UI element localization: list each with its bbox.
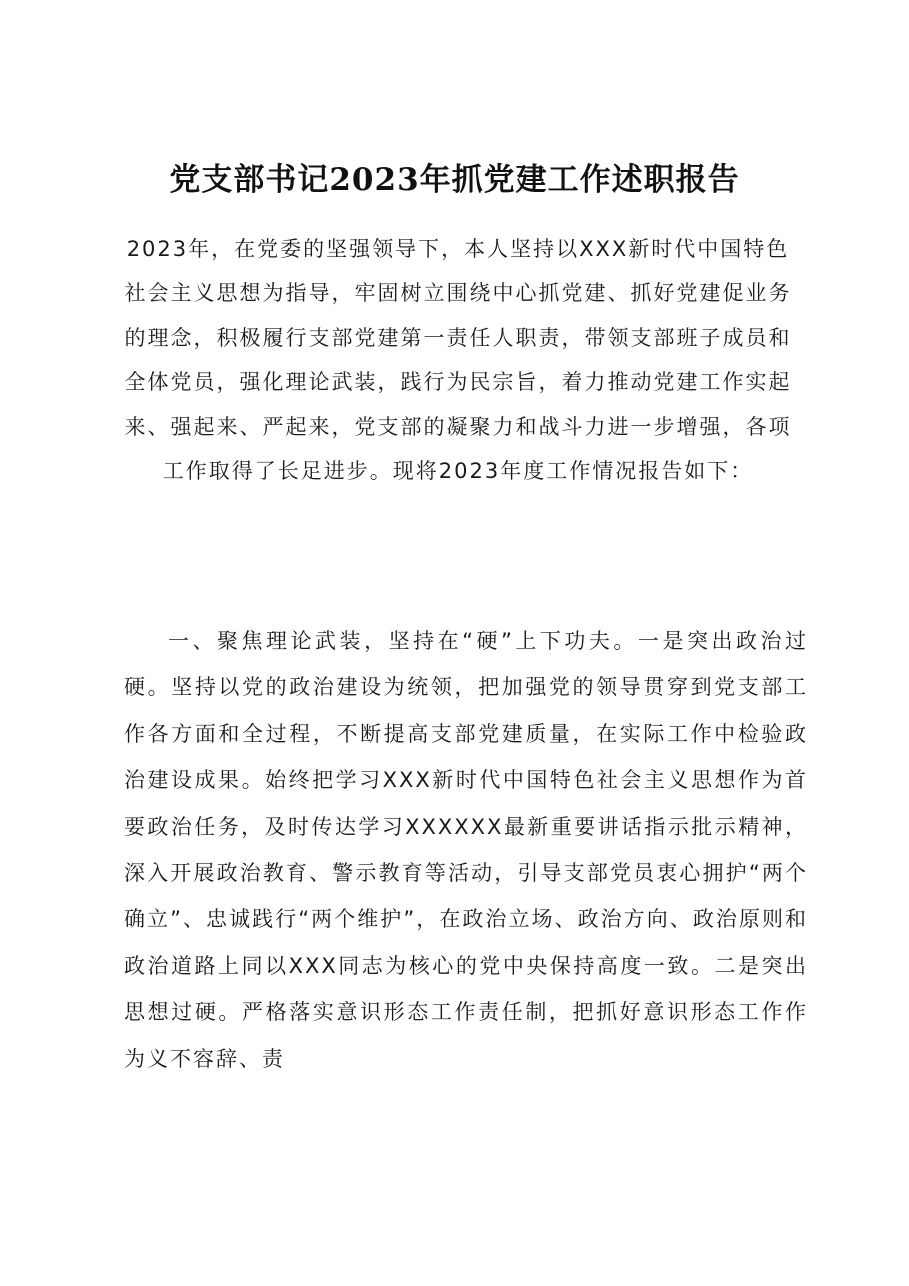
document-title: 党支部书记2023年抓党建工作述职报告 — [169, 162, 740, 198]
intro-paragraph: 2023年，在党委的坚强领导下，本人坚持以XXX新时代中国特色社会主义思想为指导，牢固树立围绕中心抓党建、抓好党建促业务的理念，积极履行支部党建第一责任人职责，带领支部班子成员和全体党员，强化理论武装，践行为民宗旨，着力推动党建工作实起来、强起来、严起来，党支部的凝聚力和战斗力进一步增强，各项工作取得了长足进步。现将2023年度工作情况报告如下： — [124, 237, 792, 484]
section-one-paragraph: 一、聚焦理论武装，坚持在“硬”上下功夫。一是突出政治过硬。坚持以党的政治建设为统领，把加强党的领导贯穿到党支部工作各方面和全过程，不断提高支部党建质量，在实际工作中检验政治建设成果。始终把学习XXX新时代中国特色社会主义思想作为首要政治任务，及时传达学习XXXXXX最新重要讲话指示批示精神，深入开展政治教育、警示教育等活动，引导支部党员衷心拥护“两个确立”、忠诚践行“两个维护”，在政治立场、政治方向、政治原则和政治道路上同以XXX同志为核心的党中央保持高度一致。二是突出思想过硬。严格落实意识形态工作责任制，把抓好意识形态工作作为义不容辞、责 — [124, 629, 808, 1071]
